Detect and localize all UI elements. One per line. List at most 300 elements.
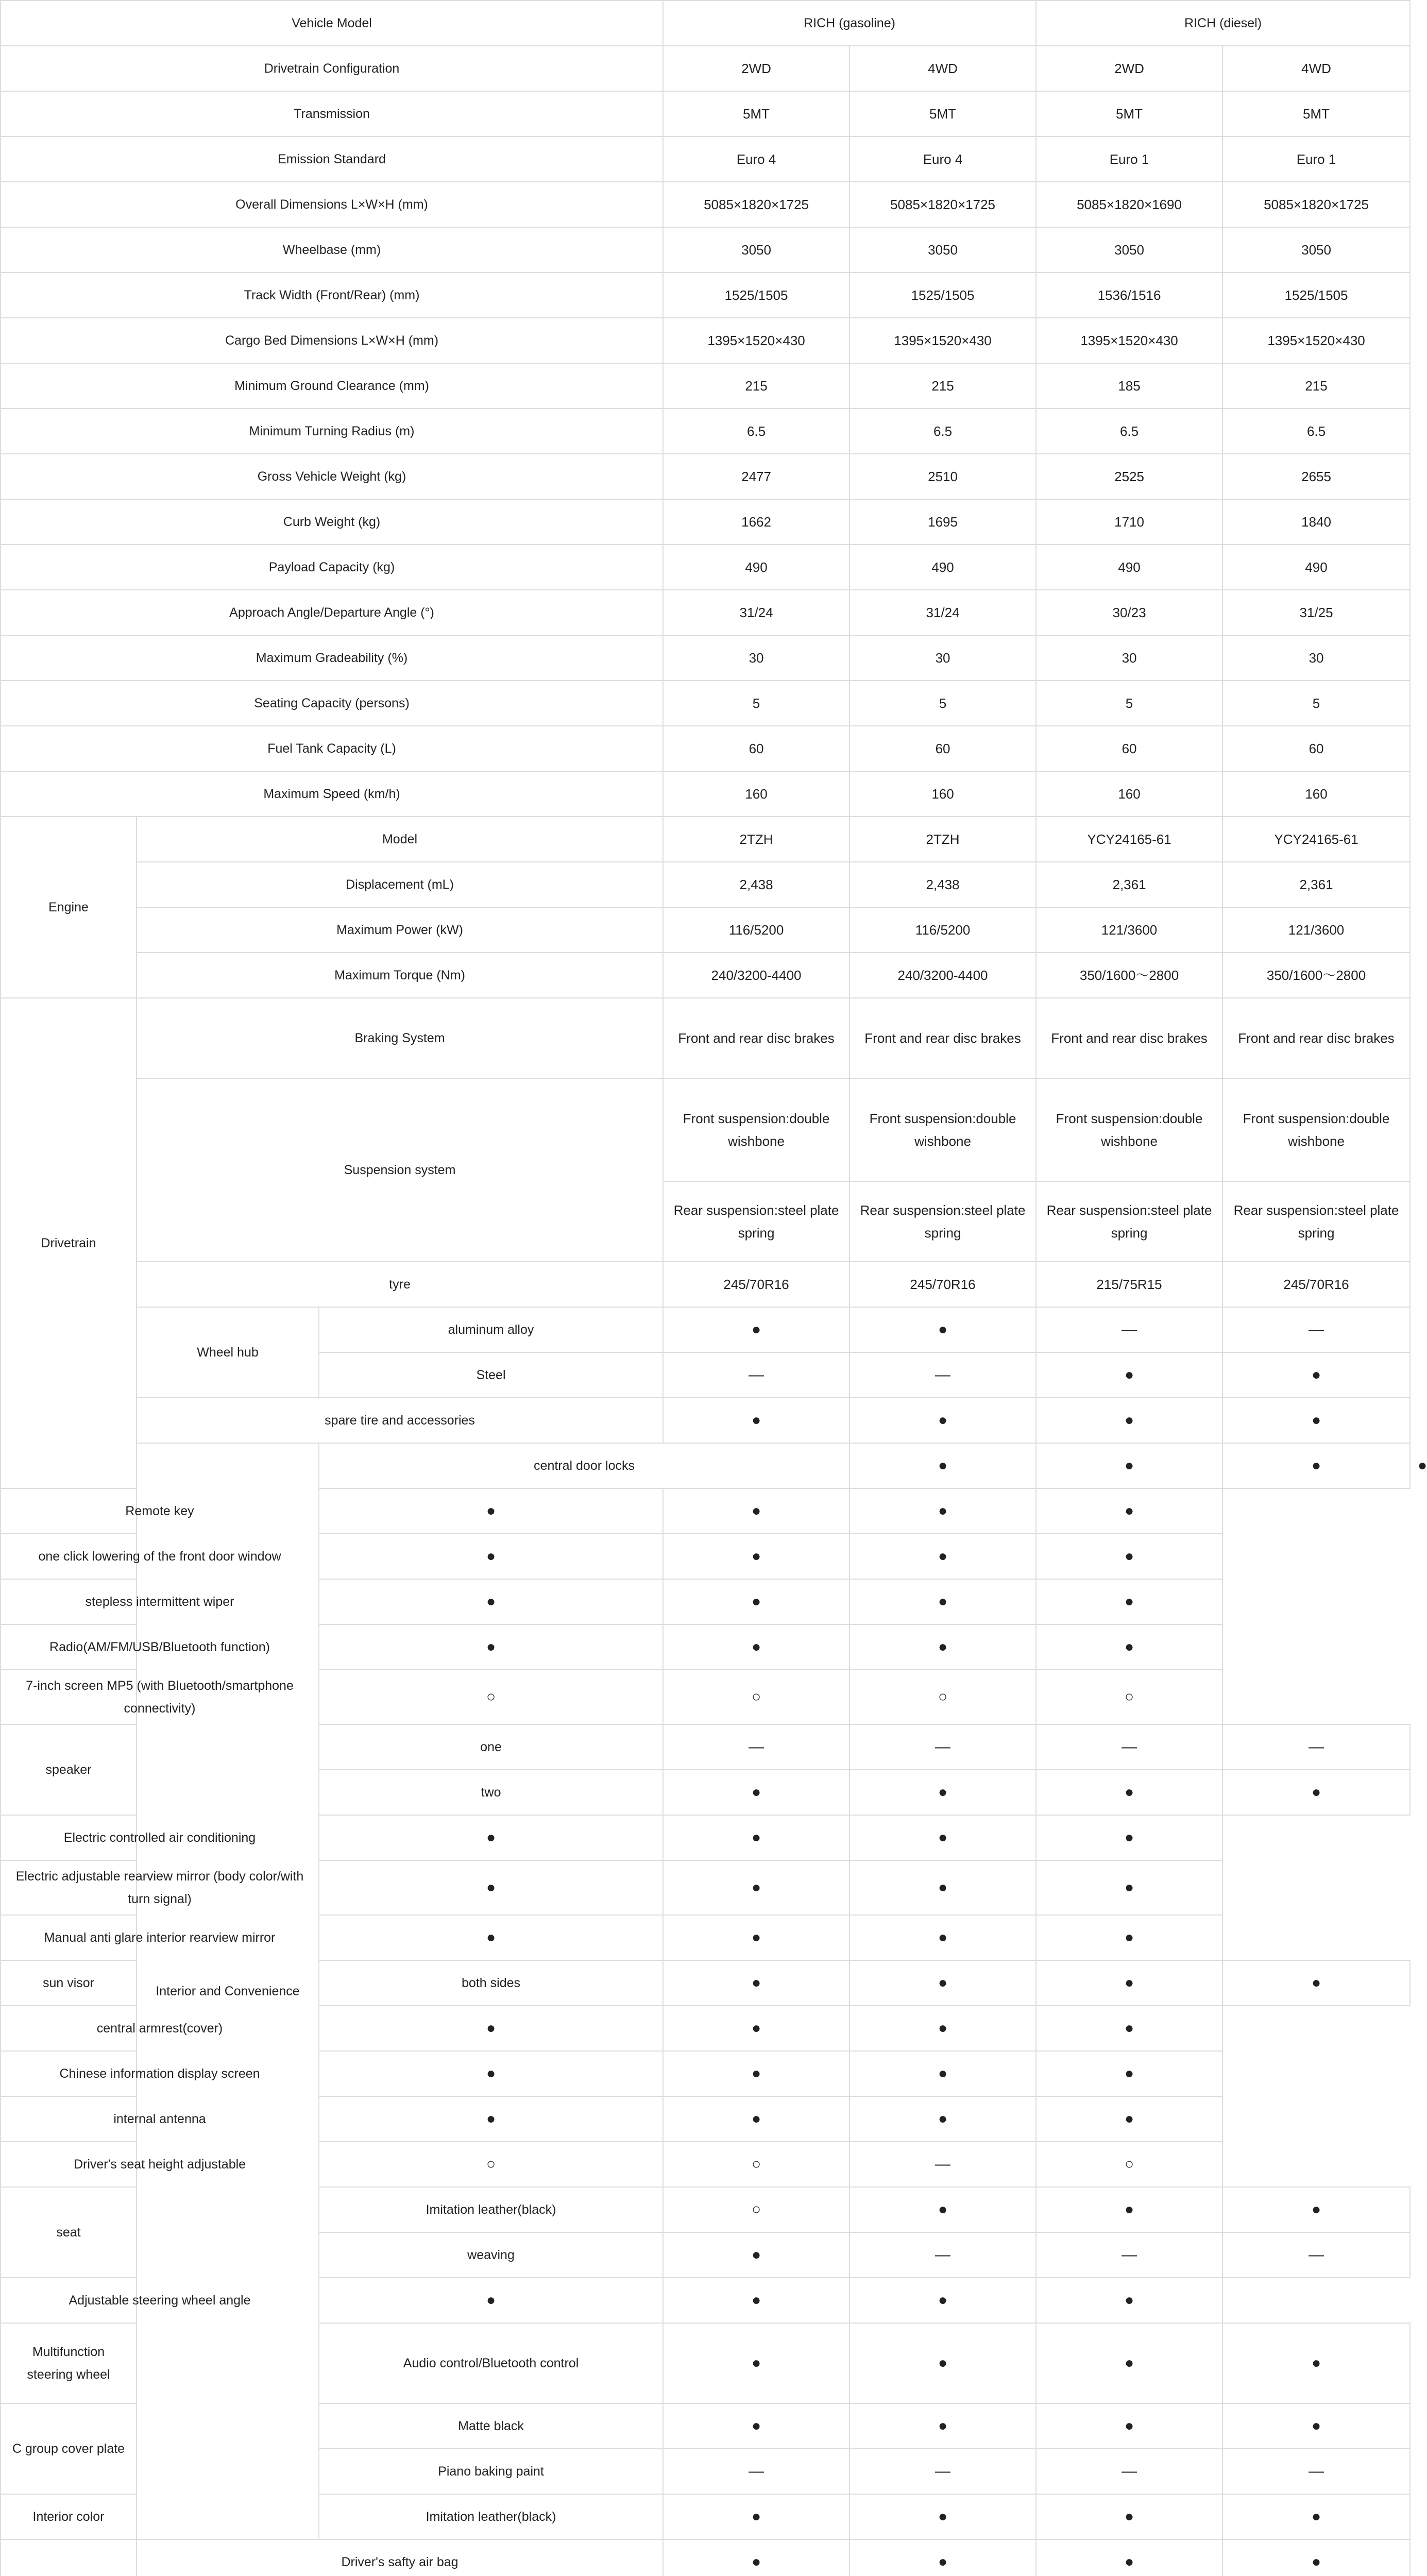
spec-value: 5MT — [663, 91, 850, 137]
spec-label: Suspension system — [137, 1078, 663, 1262]
spec-value: 5MT — [1222, 91, 1410, 137]
spec-value: Front and rear disc brakes — [850, 998, 1036, 1078]
interior-row — [1, 1488, 1410, 1534]
feature-mark: ● — [1222, 2403, 1410, 2449]
feature-mark: ● — [663, 1960, 850, 2006]
engine-row — [1, 862, 1410, 907]
feature-mark: ● — [319, 1624, 663, 1670]
spec-value: 3050 — [1222, 227, 1410, 273]
feature-mark: ● — [1036, 1398, 1222, 1443]
feature-mark: ● — [850, 2323, 1036, 2403]
feature-label: one click lowering of the front door window — [1, 1534, 319, 1579]
feature-mark: — — [1222, 1724, 1410, 1770]
feature-mark: ○ — [663, 2142, 850, 2187]
feature-mark: ○ — [850, 1670, 1036, 1724]
drivetrain-row — [1, 1078, 1410, 1181]
spec-value: 1525/1505 — [1222, 273, 1410, 318]
feature-mark: ● — [663, 2006, 850, 2051]
engine-row — [1, 953, 1410, 998]
spec-value: 60 — [1222, 726, 1410, 771]
feature-mark: ● — [319, 1579, 663, 1624]
feature-label: Adjustable steering wheel angle — [1, 2278, 319, 2323]
spec-value: 160 — [663, 771, 850, 817]
feature-mark: ● — [850, 1860, 1036, 1915]
feature-mark: — — [663, 1352, 850, 1398]
header-row — [1, 1, 1410, 46]
spec-row — [1, 499, 1410, 545]
spec-value: 30 — [663, 635, 850, 681]
feature-label: Piano baking paint — [319, 2449, 663, 2494]
spec-value: 1525/1505 — [663, 273, 850, 318]
spec-label: Transmission — [1, 91, 663, 137]
feature-mark: ● — [663, 1624, 850, 1670]
feature-label: central door locks — [319, 1443, 850, 1488]
feature-mark: — — [663, 1724, 850, 1770]
spec-label: Drivetrain Configuration — [1, 46, 663, 91]
feature-mark: ● — [850, 2539, 1036, 2576]
engine-row — [1, 817, 1410, 862]
spec-value: 2510 — [850, 454, 1036, 499]
spec-value: Front suspension:double wishbone — [850, 1078, 1036, 1181]
spec-value: 5 — [1036, 681, 1222, 726]
spec-value: 6.5 — [850, 409, 1036, 454]
spec-value: 116/5200 — [850, 907, 1036, 953]
spec-row — [1, 91, 1410, 137]
feature-mark: ● — [1036, 1534, 1222, 1579]
feature-mark: ● — [850, 1488, 1036, 1534]
feature-mark: — — [663, 2449, 850, 2494]
engine-row — [1, 907, 1410, 953]
feature-mark: ● — [1036, 1915, 1222, 1960]
spec-value: Front and rear disc brakes — [1036, 998, 1222, 1078]
spec-value: 2WD — [1036, 46, 1222, 91]
spec-value: 215 — [850, 363, 1036, 409]
feature-mark: ● — [1222, 2323, 1410, 2403]
spec-label: Overall Dimensions L×W×H (mm) — [1, 182, 663, 227]
spec-value: 1395×1520×430 — [1222, 318, 1410, 363]
interior-row: Interior and Convenience central door locks ● ● ● ● — [1, 1443, 1410, 1488]
feature-mark: ● — [663, 1815, 850, 1860]
spec-value: 121/3600 — [1036, 907, 1222, 953]
spec-value: 1662 — [663, 499, 850, 545]
spec-value: 1536/1516 — [1036, 273, 1222, 318]
spec-label: Maximum Power (kW) — [137, 907, 663, 953]
feature-mark: ○ — [319, 1670, 663, 1724]
feature-mark: ● — [1036, 2051, 1222, 2096]
spec-value: 116/5200 — [663, 907, 850, 953]
feature-label: Electric adjustable rearview mirror (body color/with turn signal) — [1, 1860, 319, 1915]
spec-row — [1, 318, 1410, 363]
spec-row — [1, 726, 1410, 771]
feature-label: Steel — [319, 1352, 663, 1398]
feature-mark: ● — [663, 2232, 850, 2278]
feature-mark: ● — [1036, 1624, 1222, 1670]
spec-value: 490 — [663, 545, 850, 590]
feature-label: Driver's safty air bag — [137, 2539, 663, 2576]
spec-value: 215/75R15 — [1036, 1262, 1222, 1307]
spec-value: 350/1600～2800 — [1222, 953, 1410, 998]
feature-label: two — [319, 1770, 663, 1815]
feature-mark: ● — [1036, 1815, 1222, 1860]
spec-label: Model — [137, 817, 663, 862]
feature-mark: ● — [319, 1915, 663, 1960]
group-label: Wheel hub — [137, 1307, 319, 1398]
feature-mark: ● — [1222, 1352, 1410, 1398]
spec-value: 215 — [663, 363, 850, 409]
spec-value: Front suspension:double wishbone — [1222, 1078, 1410, 1181]
spec-value: 160 — [1222, 771, 1410, 817]
spec-value: Euro 4 — [663, 137, 850, 182]
interior-row — [1, 2006, 1410, 2051]
feature-mark: ● — [663, 2323, 850, 2403]
feature-mark: ● — [1036, 2403, 1222, 2449]
feature-label: Matte black — [319, 2403, 663, 2449]
feature-mark: ● — [1036, 1352, 1222, 1398]
feature-label: stepless intermittent wiper — [1, 1579, 319, 1624]
feature-mark: ● — [1036, 1488, 1222, 1534]
spec-value: 245/70R16 — [1222, 1262, 1410, 1307]
feature-mark: ● — [850, 2187, 1036, 2232]
feature-mark: ● — [850, 1815, 1036, 1860]
feature-mark: ● — [1222, 1960, 1410, 2006]
feature-mark: ● — [1036, 2187, 1222, 2232]
spec-value: 215 — [1222, 363, 1410, 409]
diesel-header: RICH (diesel) — [1036, 1, 1410, 46]
spec-value: 490 — [850, 545, 1036, 590]
spec-row — [1, 182, 1410, 227]
feature-mark: ● — [1036, 1860, 1222, 1915]
feature-mark: ● — [319, 1815, 663, 1860]
spec-label: Maximum Gradeability (%) — [1, 635, 663, 681]
feature-mark: ● — [850, 1960, 1036, 2006]
feature-label: Audio control/Bluetooth control — [319, 2323, 663, 2403]
spec-label: Gross Vehicle Weight (kg) — [1, 454, 663, 499]
spec-value: 245/70R16 — [850, 1262, 1036, 1307]
feature-mark: ○ — [1036, 1670, 1222, 1724]
model-header: Vehicle Model — [1, 1, 663, 46]
feature-mark: ● — [663, 1915, 850, 1960]
feature-mark: ● — [850, 1770, 1036, 1815]
feature-label: Remote key — [1, 1488, 319, 1534]
feature-label: weaving — [319, 2232, 663, 2278]
feature-mark: ● — [1222, 2494, 1410, 2539]
spec-value: 2,361 — [1222, 862, 1410, 907]
feature-mark: ● — [319, 1534, 663, 1579]
spec-value: 3050 — [1036, 227, 1222, 273]
spec-value: 5085×1820×1725 — [850, 182, 1036, 227]
spec-row — [1, 363, 1410, 409]
spec-value: 240/3200-4400 — [850, 953, 1036, 998]
spec-value: 490 — [1222, 545, 1410, 590]
interior-row — [1, 1670, 1410, 1724]
feature-mark: ● — [1036, 2323, 1222, 2403]
feature-mark: ● — [1222, 1443, 1410, 1488]
feature-mark: ● — [663, 2278, 850, 2323]
interior-row — [1, 1860, 1410, 1915]
spec-value: 1395×1520×430 — [850, 318, 1036, 363]
spec-value: 6.5 — [1222, 409, 1410, 454]
spec-label: Curb Weight (kg) — [1, 499, 663, 545]
feature-mark: ● — [1036, 1579, 1222, 1624]
feature-label: aluminum alloy — [319, 1307, 663, 1352]
spec-value: 5 — [850, 681, 1036, 726]
spec-value: 160 — [850, 771, 1036, 817]
section-safe — [1, 2539, 137, 2576]
spec-value: 121/3600 — [1222, 907, 1410, 953]
spec-value: Rear suspension:steel plate spring — [850, 1181, 1036, 1262]
spec-label: Maximum Torque (Nm) — [137, 953, 663, 998]
spec-label: Approach Angle/Departure Angle (°) — [1, 590, 663, 635]
feature-mark: — — [1036, 2232, 1222, 2278]
interior-row — [1, 2051, 1410, 2096]
feature-mark: ● — [663, 1534, 850, 1579]
spec-label: Displacement (mL) — [137, 862, 663, 907]
feature-mark: ● — [663, 1398, 850, 1443]
spec-label: Seating Capacity (persons) — [1, 681, 663, 726]
feature-mark: — — [1222, 2232, 1410, 2278]
spec-row — [1, 454, 1410, 499]
spec-value: 5MT — [1036, 91, 1222, 137]
feature-label: Imitation leather(black) — [319, 2187, 663, 2232]
spec-value: 60 — [1036, 726, 1222, 771]
feature-mark: ● — [850, 2051, 1036, 2096]
spec-value: Front and rear disc brakes — [1222, 998, 1410, 1078]
spec-value: 2TZH — [850, 817, 1036, 862]
spec-value: Euro 1 — [1222, 137, 1410, 182]
section-interior: Interior and Convenience — [137, 1443, 319, 2539]
feature-label: 7-inch screen MP5 (with Bluetooth/smartphone connectivity) — [1, 1670, 319, 1724]
feature-mark: ● — [319, 1860, 663, 1915]
feature-mark: ● — [1036, 1443, 1222, 1488]
spec-value: 60 — [850, 726, 1036, 771]
spec-row — [1, 681, 1410, 726]
feature-mark: — — [1036, 1307, 1222, 1352]
feature-mark: ● — [319, 2051, 663, 2096]
feature-mark: ● — [850, 2494, 1036, 2539]
interior-row — [1, 2278, 1410, 2323]
feature-mark: ● — [663, 1770, 850, 1815]
spec-value: 6.5 — [663, 409, 850, 454]
feature-mark: ● — [1222, 2187, 1410, 2232]
feature-mark: ● — [850, 1398, 1036, 1443]
feature-mark: ● — [663, 1860, 850, 1915]
spec-value: 490 — [1036, 545, 1222, 590]
spec-value: 1710 — [1036, 499, 1222, 545]
spec-label: Minimum Ground Clearance (mm) — [1, 363, 663, 409]
section-engine: Engine — [1, 817, 137, 998]
spec-value: 240/3200-4400 — [663, 953, 850, 998]
feature-mark: ● — [663, 2403, 850, 2449]
spec-value: 6.5 — [1036, 409, 1222, 454]
group-label: C group cover plate — [1, 2403, 137, 2494]
spec-row — [1, 409, 1410, 454]
feature-mark: ○ — [663, 1670, 850, 1724]
feature-label: Radio(AM/FM/USB/Bluetooth function) — [1, 1624, 319, 1670]
feature-label: internal antenna — [1, 2096, 319, 2142]
feature-mark: ● — [850, 2403, 1036, 2449]
feature-mark: — — [850, 2142, 1036, 2187]
spec-value: 1840 — [1222, 499, 1410, 545]
feature-mark: ● — [1222, 1398, 1410, 1443]
spec-value: 31/24 — [850, 590, 1036, 635]
safe-row — [1, 2539, 1410, 2576]
spec-value: Front suspension:double wishbone — [1036, 1078, 1222, 1181]
interior-row — [1, 1534, 1410, 1579]
feature-mark: — — [1222, 2449, 1410, 2494]
spec-value: 2,438 — [663, 862, 850, 907]
spec-value: 30 — [1036, 635, 1222, 681]
spec-value: 2525 — [1036, 454, 1222, 499]
spec-row — [1, 635, 1410, 681]
spec-value: 4WD — [1222, 46, 1410, 91]
spec-value: 5 — [1222, 681, 1410, 726]
spec-value: 2,361 — [1036, 862, 1222, 907]
spec-row — [1, 590, 1410, 635]
spec-label: Payload Capacity (kg) — [1, 545, 663, 590]
spec-value: 350/1600～2800 — [1036, 953, 1222, 998]
drivetrain-row — [1, 1398, 1410, 1443]
spec-label: Maximum Speed (km/h) — [1, 771, 663, 817]
spec-label: Cargo Bed Dimensions L×W×H (mm) — [1, 318, 663, 363]
gasoline-header: RICH (gasoline) — [663, 1, 1036, 46]
feature-mark: ○ — [1036, 2142, 1222, 2187]
spec-value: Front suspension:double wishbone — [663, 1078, 850, 1181]
feature-mark: ● — [319, 2278, 663, 2323]
spec-value: 31/24 — [663, 590, 850, 635]
spec-row — [1, 137, 1410, 182]
spec-value: 2,438 — [850, 862, 1036, 907]
feature-mark: ● — [850, 1579, 1036, 1624]
feature-mark: ● — [1036, 2539, 1222, 2576]
spec-row — [1, 771, 1410, 817]
feature-mark: ● — [663, 2096, 850, 2142]
drivetrain-row — [1, 1262, 1410, 1307]
spec-value: 5085×1820×1725 — [663, 182, 850, 227]
spec-value: 2655 — [1222, 454, 1410, 499]
spec-value: 2TZH — [663, 817, 850, 862]
spec-value: Euro 4 — [850, 137, 1036, 182]
section-drivetrain: Drivetrain — [1, 998, 137, 1488]
spec-value: 3050 — [663, 227, 850, 273]
spec-value: YCY24165-61 — [1036, 817, 1222, 862]
spec-value: 5 — [663, 681, 850, 726]
feature-label: both sides — [319, 1960, 663, 2006]
feature-mark: ● — [850, 1915, 1036, 1960]
spec-label: tyre — [137, 1262, 663, 1307]
spec-value: Rear suspension:steel plate spring — [663, 1181, 850, 1262]
feature-mark: ● — [850, 2006, 1036, 2051]
feature-mark: ● — [319, 2096, 663, 2142]
drivetrain-row — [1, 998, 1410, 1078]
feature-mark: ● — [850, 1624, 1036, 1670]
feature-mark: ● — [850, 1534, 1036, 1579]
spec-value: 30 — [850, 635, 1036, 681]
feature-label: Manual anti glare interior rearview mirror — [1, 1915, 319, 1960]
group-label: speaker — [1, 1724, 137, 1815]
feature-label: central armrest(cover) — [1, 2006, 319, 2051]
feature-label: Electric controlled air conditioning — [1, 1815, 319, 1860]
spec-value: Rear suspension:steel plate spring — [1222, 1181, 1410, 1262]
feature-mark: ● — [1222, 1770, 1410, 1815]
feature-mark: ● — [663, 2539, 850, 2576]
spec-value: 1695 — [850, 499, 1036, 545]
interior-row — [1, 1815, 1410, 1860]
feature-mark: — — [1222, 1307, 1410, 1352]
spec-value: 5085×1820×1690 — [1036, 182, 1222, 227]
feature-label: Driver's seat height adjustable — [1, 2142, 319, 2187]
feature-mark: ● — [1036, 1770, 1222, 1815]
feature-mark: — — [1036, 2449, 1222, 2494]
spec-value: 5085×1820×1725 — [1222, 182, 1410, 227]
feature-mark: ● — [1036, 2006, 1222, 2051]
feature-mark: ● — [850, 2278, 1036, 2323]
spec-value: 185 — [1036, 363, 1222, 409]
spec-label: Braking System — [137, 998, 663, 1078]
spec-value: 245/70R16 — [663, 1262, 850, 1307]
spec-value: 1395×1520×430 — [663, 318, 850, 363]
feature-mark: — — [850, 1352, 1036, 1398]
spec-label: Track Width (Front/Rear) (mm) — [1, 273, 663, 318]
spec-value: 2WD — [663, 46, 850, 91]
spec-label: Emission Standard — [1, 137, 663, 182]
spec-value: 31/25 — [1222, 590, 1410, 635]
spec-value: Front and rear disc brakes — [663, 998, 850, 1078]
feature-mark: ● — [850, 2096, 1036, 2142]
feature-label: spare tire and accessories — [137, 1398, 663, 1443]
spec-row — [1, 46, 1410, 91]
spec-value: 5MT — [850, 91, 1036, 137]
spec-value: YCY24165-61 — [1222, 817, 1410, 862]
spec-label: Fuel Tank Capacity (L) — [1, 726, 663, 771]
feature-mark: ○ — [663, 2187, 850, 2232]
feature-mark: — — [850, 1724, 1036, 1770]
feature-mark: — — [850, 2449, 1036, 2494]
spec-value: Euro 1 — [1036, 137, 1222, 182]
spec-value: 160 — [1036, 771, 1222, 817]
feature-mark: ● — [663, 1307, 850, 1352]
spec-label: Wheelbase (mm) — [1, 227, 663, 273]
interior-row — [1, 2142, 1410, 2187]
interior-row — [1, 1624, 1410, 1670]
spec-value: 3050 — [850, 227, 1036, 273]
feature-label: Imitation leather(black) — [319, 2494, 663, 2539]
spec-row — [1, 273, 1410, 318]
spec-value: Rear suspension:steel plate spring — [1036, 1181, 1222, 1262]
feature-mark: ● — [850, 1307, 1036, 1352]
feature-mark: ● — [850, 1443, 1036, 1488]
drivetrain-row — [1, 1307, 1410, 1352]
group-label: Interior color — [1, 2494, 137, 2539]
spec-label: Minimum Turning Radius (m) — [1, 409, 663, 454]
feature-mark: ● — [663, 1579, 850, 1624]
feature-mark: ● — [1036, 2096, 1222, 2142]
feature-mark: ● — [1222, 2539, 1410, 2576]
feature-mark: ● — [663, 1488, 850, 1534]
feature-mark: ● — [1036, 2494, 1222, 2539]
group-label: Multifunction steering wheel — [1, 2323, 137, 2403]
spec-value: 60 — [663, 726, 850, 771]
spec-value: 30 — [1222, 635, 1410, 681]
group-label: seat — [1, 2187, 137, 2278]
spec-value: 1525/1505 — [850, 273, 1036, 318]
spec-value: 2477 — [663, 454, 850, 499]
feature-mark: ● — [319, 2006, 663, 2051]
interior-row — [1, 1579, 1410, 1624]
feature-mark: ○ — [319, 2142, 663, 2187]
feature-mark: — — [850, 2232, 1036, 2278]
feature-mark: ● — [1036, 2278, 1222, 2323]
interior-row — [1, 2096, 1410, 2142]
